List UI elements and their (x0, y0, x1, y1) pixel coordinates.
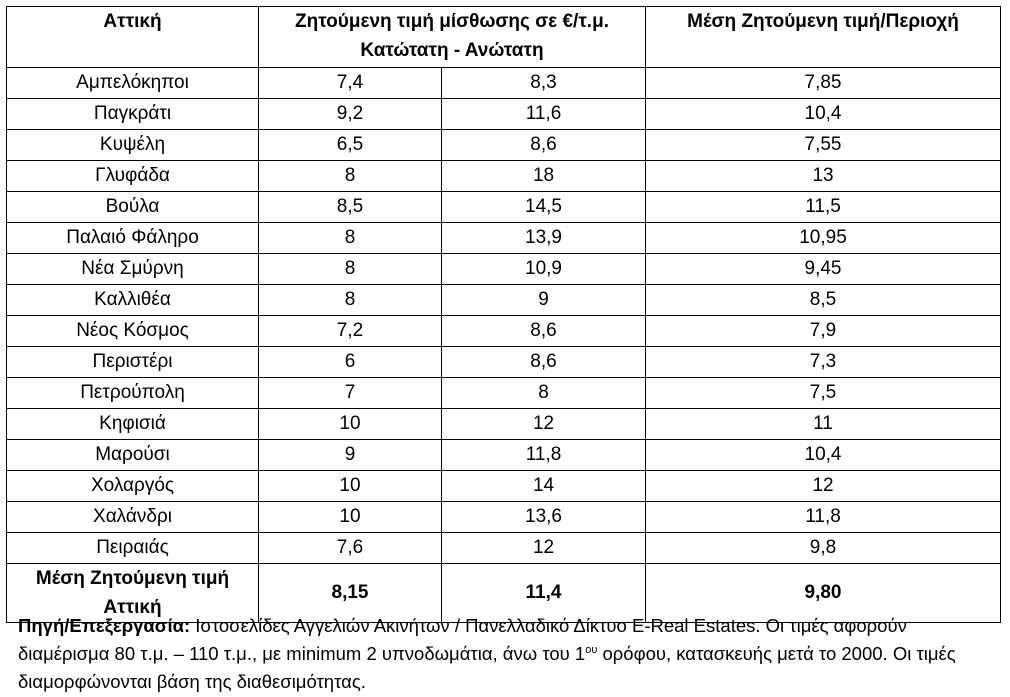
cell-min: 8,5 (259, 192, 442, 223)
rent-price-table (6, 6, 1001, 623)
table-header-row (7, 7, 1001, 68)
table-row (7, 347, 1001, 378)
cell-mean: 9,45 (646, 254, 1001, 285)
table-row (7, 533, 1001, 564)
cell-max: 11,8 (442, 440, 646, 471)
cell-max: 18 (442, 161, 646, 192)
table-row (7, 99, 1001, 130)
cell-area: Χαλάνδρι (7, 502, 259, 533)
footer-label-line1: Μέση Ζητούμενη τιμή (35, 568, 230, 589)
cell-max: 8,6 (442, 316, 646, 347)
cell-area: Παγκράτι (7, 99, 259, 130)
cell-max: 14 (442, 471, 646, 502)
cell-min: 9 (259, 440, 442, 471)
source-note-text-1: Ιστοσελίδες Αγγελιών Ακινήτων / Πανελλαδικό Δίκτυο E-Real Estates. Οι τιμές αφορούν διαμέρισμα 80 τ.μ. – 110 τ.μ., με minimum 2 υπνοδωμάτια, άνω του 1 (18, 615, 907, 664)
cell-max: 8,6 (442, 347, 646, 378)
cell-area: Πετρούπολη (7, 378, 259, 409)
cell-mean: 10,4 (646, 440, 1001, 471)
source-note (18, 612, 993, 696)
cell-mean: 12 (646, 471, 1001, 502)
table-body (7, 68, 1001, 564)
cell-mean: 11 (646, 409, 1001, 440)
cell-area: Βούλα (7, 192, 259, 223)
cell-area: Νέος Κόσμος (7, 316, 259, 347)
cell-area: Μαρούσι (7, 440, 259, 471)
cell-min: 10 (259, 502, 442, 533)
cell-min: 8 (259, 223, 442, 254)
header-price-range (259, 7, 646, 68)
cell-mean: 7,3 (646, 347, 1001, 378)
table-row (7, 378, 1001, 409)
cell-min: 9,2 (259, 99, 442, 130)
cell-min: 10 (259, 409, 442, 440)
cell-area: Κηφισιά (7, 409, 259, 440)
cell-min: 6 (259, 347, 442, 378)
footer-min: 8,15 (259, 564, 442, 623)
cell-min: 8 (259, 161, 442, 192)
cell-area: Καλλιθέα (7, 285, 259, 316)
cell-area: Νέα Σμύρνη (7, 254, 259, 285)
cell-max: 13,6 (442, 502, 646, 533)
footer-max: 11,4 (442, 564, 646, 623)
cell-mean: 7,5 (646, 378, 1001, 409)
table-row (7, 285, 1001, 316)
cell-mean: 13 (646, 161, 1001, 192)
cell-min: 8 (259, 254, 442, 285)
header-price-range-subtitle: Κατώτατη - Ανώτατη (360, 40, 544, 61)
cell-mean: 11,8 (646, 502, 1001, 533)
cell-max: 14,5 (442, 192, 646, 223)
table-row (7, 130, 1001, 161)
table-row (7, 192, 1001, 223)
table-row (7, 316, 1001, 347)
cell-max: 8 (442, 378, 646, 409)
cell-mean: 10,95 (646, 223, 1001, 254)
cell-max: 8,6 (442, 130, 646, 161)
cell-min: 7 (259, 378, 442, 409)
cell-area: Αμπελόκηποι (7, 68, 259, 99)
cell-min: 7,6 (259, 533, 442, 564)
cell-min: 8 (259, 285, 442, 316)
cell-mean: 10,4 (646, 99, 1001, 130)
table-row (7, 409, 1001, 440)
cell-area: Κυψέλη (7, 130, 259, 161)
cell-mean: 7,85 (646, 68, 1001, 99)
table-row (7, 161, 1001, 192)
source-note-superscript: ου (585, 644, 598, 656)
cell-min: 10 (259, 471, 442, 502)
cell-max: 9 (442, 285, 646, 316)
cell-min: 7,2 (259, 316, 442, 347)
cell-min: 7,4 (259, 68, 442, 99)
cell-area: Παλαιό Φάληρο (7, 223, 259, 254)
table-row (7, 223, 1001, 254)
header-region: Αττική (7, 7, 259, 68)
cell-area: Γλυφάδα (7, 161, 259, 192)
table-row (7, 471, 1001, 502)
cell-mean: 7,55 (646, 130, 1001, 161)
cell-mean: 11,5 (646, 192, 1001, 223)
cell-max: 12 (442, 409, 646, 440)
cell-max: 10,9 (442, 254, 646, 285)
table-row (7, 440, 1001, 471)
cell-max: 11,6 (442, 99, 646, 130)
header-mean-price: Μέση Ζητούμενη τιμή/Περιοχή (646, 7, 1001, 68)
table-row (7, 68, 1001, 99)
table-row (7, 502, 1001, 533)
cell-area: Χολαργός (7, 471, 259, 502)
cell-max: 12 (442, 533, 646, 564)
cell-max: 8,3 (442, 68, 646, 99)
header-price-range-title: Ζητούμενη τιμή μίσθωσης σε €/τ.μ. (295, 11, 609, 32)
cell-area: Περιστέρι (7, 347, 259, 378)
cell-area: Πειραιάς (7, 533, 259, 564)
table-row (7, 254, 1001, 285)
cell-mean: 9,8 (646, 533, 1001, 564)
source-note-label: Πηγή/Επεξεργασία: (18, 615, 191, 636)
footer-label-line2: Αττική (103, 597, 162, 618)
footer-mean: 9,80 (646, 564, 1001, 623)
cell-min: 6,5 (259, 130, 442, 161)
source-note-text-2: ορόφου, κατασκευής μετά το 2000. Οι τιμές διαμορφώνονται βάση της διαθεσιμότητας. (18, 643, 956, 692)
cell-mean: 7,9 (646, 316, 1001, 347)
cell-mean: 8,5 (646, 285, 1001, 316)
cell-max: 13,9 (442, 223, 646, 254)
